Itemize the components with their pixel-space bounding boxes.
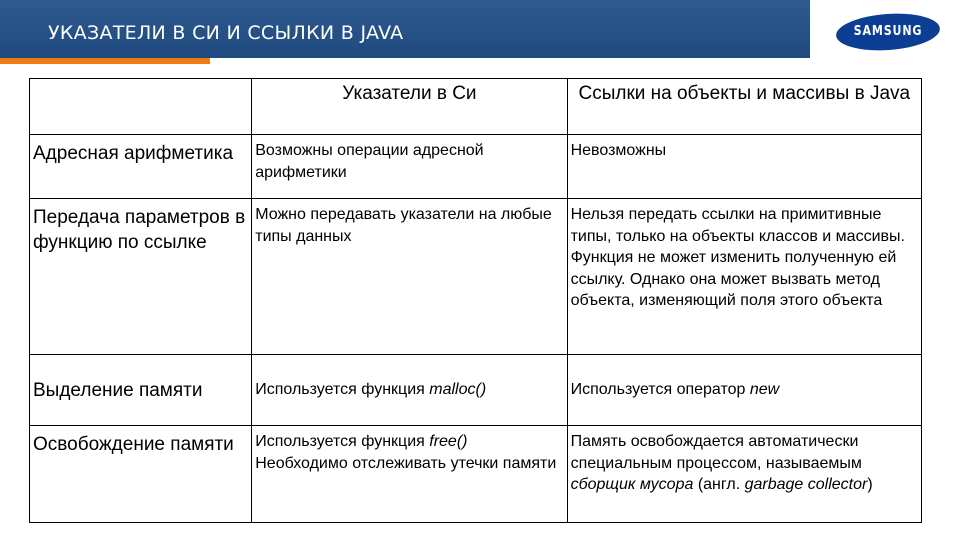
emphasis-text: сборщик мусора [570,476,694,493]
header-cell-java: Ссылки на объекты и массивы в Java [567,79,921,135]
cell-java [567,426,921,523]
cell-text: Память освобождается автоматически специальным процессом, называемым [570,433,862,472]
cell-java: Нельзя передать ссылки на примитивные типы, только на объекты классов и массивы. Функция не может изменить полученную ей ссылку. Однако она может вызвать метод объекта, изменяющий поля этого объекта [567,199,921,355]
table-row [30,199,922,355]
table-header-row [30,79,922,135]
cell-text: ) [867,476,873,493]
accent-stripe [0,58,210,64]
row-label: Передача параметров в функцию по ссылке [30,199,252,355]
header-bar [0,0,810,58]
row-label: Освобождение памяти [30,426,252,523]
row-label: Выделение памяти [30,355,252,426]
cell-text: Используется функция [255,381,430,399]
slide-title: УКАЗАТЕЛИ В СИ И ССЫЛКИ В JAVA [48,22,404,44]
cell-text: (англ. [693,476,745,493]
cell-c: Возможны операции адресной арифметики [252,135,567,199]
table-row [30,355,922,426]
cell-text: Используется оператор [570,381,750,399]
code-text: free() [429,433,468,450]
code-text: malloc() [429,381,487,399]
cell-text: Необходимо отслеживать утечки памяти [255,454,557,472]
table-row [30,426,922,523]
samsung-logo [836,14,940,50]
emphasis-text: garbage collector [744,476,868,493]
cell-c: Можно передавать указатели на любые типы данных [252,199,567,355]
cell-c [252,426,567,523]
header-cell-empty [30,79,252,135]
table-row [30,135,922,199]
cell-java [567,355,921,426]
comparison-table [29,78,922,523]
code-text: new [749,381,780,399]
cell-java: Невозможны [567,135,921,199]
row-label: Адресная арифметика [30,135,252,199]
cell-text: Используется функция [255,433,430,450]
logo-text: SAMSUNG [853,24,923,39]
header-cell-c: Указатели в Си [252,79,567,135]
cell-c [252,355,567,426]
